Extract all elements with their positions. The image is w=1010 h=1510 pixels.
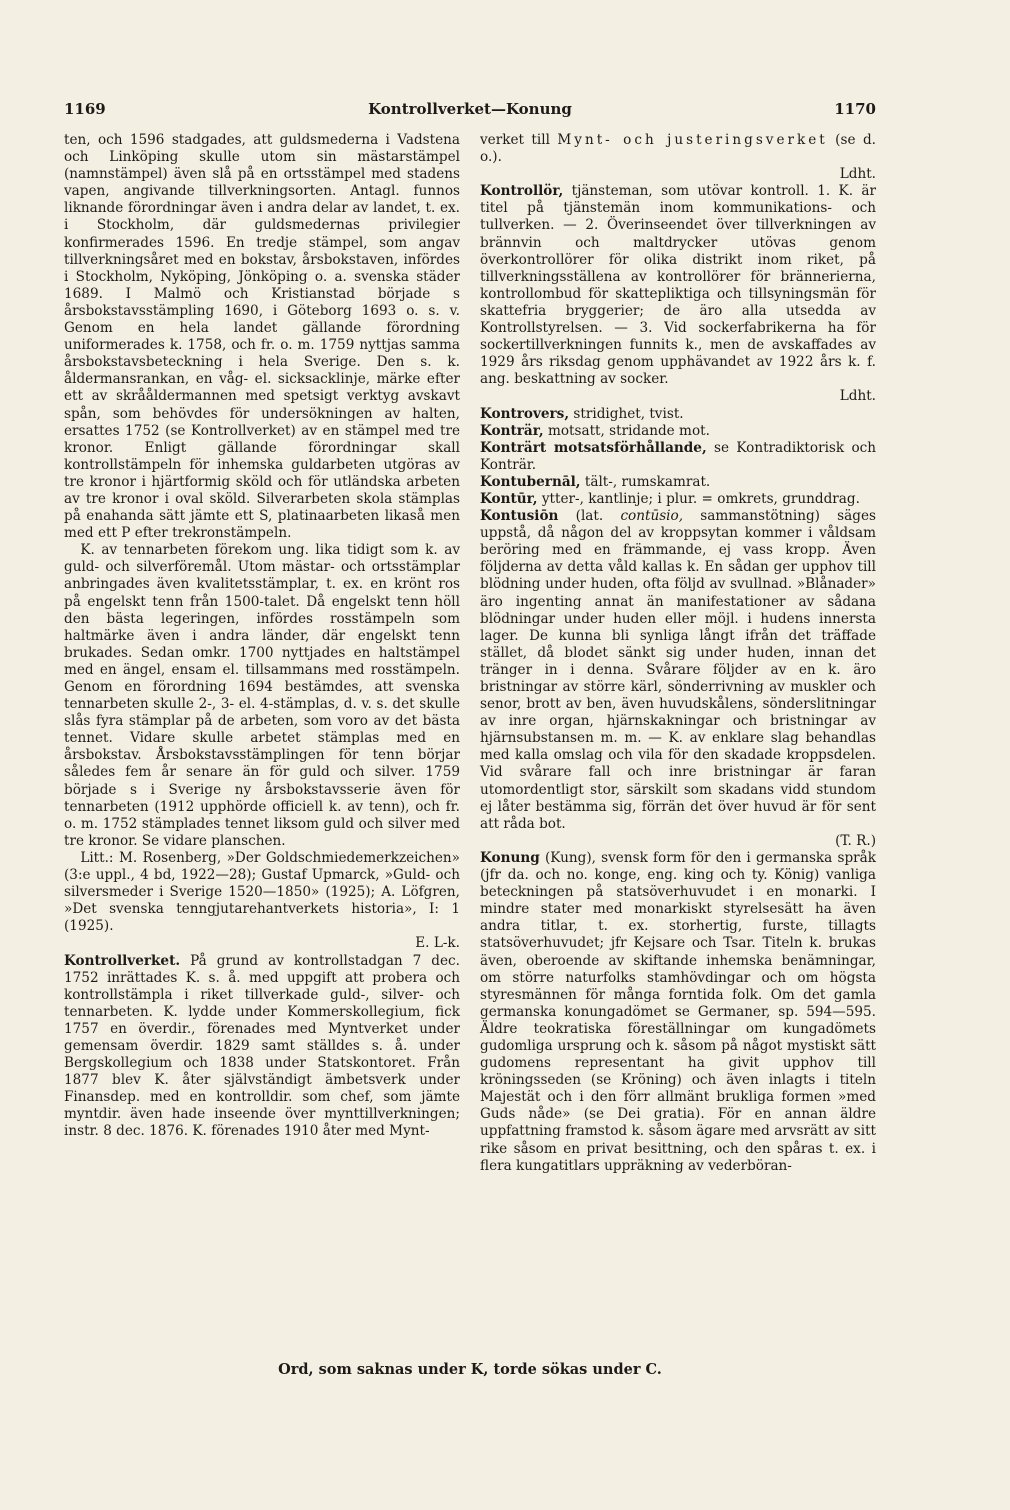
headword-kontrovers: Kontrovers, — [480, 405, 570, 422]
headword-konung: Konung — [480, 849, 540, 866]
kontusion-signature: (T. R.) — [835, 832, 876, 849]
entry-kontrollor — [480, 183, 876, 405]
literature-text: Litt.: M. Rosenberg, »Der Goldschmiedemerkzeichen» (3:e uppl., 4 bd, 1922—28); Gustaf Upmarck, »Guld- och silversmeder i Sverige 1520—1850» (1925); A. Löfgren, »Det svenska tenngjutarehantverkets historia», I: 1 (1925). — [64, 849, 460, 935]
headword-kontrart: Konträrt motsatsförhållande, — [480, 439, 707, 456]
entry-kontrovers — [480, 406, 876, 423]
entry-text-kontur: ytter-, kantlinje; i plur. = omkrets, grunddrag. — [541, 490, 860, 507]
literature-signature: E. L-k. — [415, 935, 460, 952]
continuation-text-c: (se d. o.). — [480, 132, 876, 166]
entry-text-kontubernal: tält-, rumskamrat. — [584, 473, 711, 490]
entry-kontubernal — [480, 474, 876, 491]
headword-kontur: Kontūr, — [480, 490, 538, 507]
entry-konung — [480, 850, 876, 1175]
headword-kontubernal: Kontubernāl, — [480, 473, 581, 490]
entry-text-konung: (Kung), svensk form för den i germanska språk (jfr da. och no. konge, eng. king och ty. König) vanliga beteckningen på statsöverhuvudet i en monarki. I mindre stater med monarkiskt styrelsesätt ha även andra titlar, t. ex. storhertig, furste, tillagts statsöverhuvudet; jfr Kejsare och Tsar. Titeln k. brukas även, oberoende av skiftande inhemska benämningar, om större naturfolks stamhövdingar och om högsta styresmännen för många forntida folk. Om det gamla germanska konungadömet se Germaner, sp. 594—595. Äldre teokratiska föreställningar om kungadömets gudomliga ursprung och k. såsom på något mystiskt sätt gudomens representant ha givit upphov till kröningsseden (se Kröning) och även inlagts i titeln Majestät och i den förr allmänt brukliga formen »med Guds nåde» (se Dei gratia). För en annan äldre uppfattning framstod k. såsom ägare med arvsrätt av sitt rike såsom en privat besittning, och den spåras t. ex. i flera kungatitlars uppräkning av vederböran- — [480, 849, 876, 1174]
headword-kontrar: Konträr, — [480, 422, 544, 439]
headword-kontrollverket: Kontrollverket. — [64, 952, 181, 969]
continuation-signature: Ldht. — [839, 166, 876, 183]
page-header — [64, 100, 876, 124]
kontusion-latin: contūsio, — [620, 508, 684, 525]
page-number-left: 1169 — [64, 100, 106, 118]
entry-continuation — [480, 132, 876, 183]
paragraph-literature — [64, 850, 460, 953]
entry-text-kontrollverket: På grund av kontrollstadgan 7 dec. 1752 inrättades K. s. å. med uppgift att probera och kontrollstämpla i riket tillverkade guld-, silver- och tennarbeten. K. lydde under Kommerskollegium, fick 1757 en överdir., förenades med Myntverket under gemensam överdir. 1829 samt ställdes s. å. under Bergskollegium och 1838 under Statskontoret. Från 1877 blev K. åter självständigt ämbetsverk under Finansdep. med en kontrolldir. som chef, som jämte myntdir. även hade inseende över mynttillverkningen; instr. 8 dec. 1876. K. förenades 1910 åter med Mynt- — [64, 952, 460, 1140]
entry-text-kontrart: se Kontradiktorisk och Konträr. — [480, 439, 877, 473]
kontusion-text-b: sammanstötning) säges uppstå, då någon del av kroppsytan kommer i våldsam beröring med en främmande, ej vass kropp. Även följderna av detta våld kallas k. En sådan ger upphov till blödning under huden, ofta följd av svullnad. »Blånader» äro ingenting annat än manifestationer av sådana blödningar under huden eller möjl. i hudens innersta lager. De kunna bli synliga långt ifrån det träffade stället, då blodet sänkt sig under huden, innan det tränger in i denna. Svårare följder av en k. äro bristningar av större kärl, sönderrivning av muskler och senor, brott av ben, även huvudskålens, sönderslitningar av inre organ, hjärnskakningar och bristningar av hjärnsubstansen m. m. — K. av enklare slag behandlas med kalla omslag och vila för den skadade kroppsdelen. Vid svårare fall och inre bristningar är faran utomordentligt stor, särskilt som skadans vidd stundom ej låter bestämma sig, förrän det över huvud är för sent att råda bot. — [480, 508, 876, 832]
page-number-right: 1170 — [834, 100, 876, 118]
entry-kontur — [480, 491, 876, 508]
headword-kontrollor: Kontrollör, — [480, 183, 564, 200]
entry-kontrart — [480, 440, 876, 474]
entry-kontrollverket — [64, 953, 460, 1141]
headword-kontusion: Kontusiōn — [480, 508, 559, 525]
page-footer-note: Ord, som saknas under K, torde sökas under C. — [278, 1361, 662, 1378]
entry-kontusion — [480, 508, 876, 850]
paragraph-tin-stamping: K. av tennarbeten förekom ung. lika tidigt som k. av guld- och silverföremål. Utom mästar- och ortsstämplar anbringades även kvalitetsstämplar, t. ex. en krönt ros på engelskt tenn från 1500-talet. Då engelskt tenn höll den bästa legeringen, infördes rosstämpeln som haltmärke även i andra länder, där engelskt tenn brukades. Sedan omkr. 1700 nyttjades en haltstämpel med en ängel, ensam el. tillsammans med rosstämpeln. Genom en förordning 1694 bestämdes, att svenska tennarbeten skulle 2-, 3- el. 4-stämplas, d. v. s. det skulle slås fyra stämplar på de arbeten, som voro av det bästa tennet. Vidare skulle arbetet stämplas med en årsbokstav. Årsbokstavsstämplingen för tenn börjar således fem år senare än för guld och silver. 1759 började s i Sverige ny årsbokstavsserie även för tennarbeten (1912 upphörde officiell k. av tenn), och fr. o. m. 1752 stämplades tennet liksom guld och silver med tre kronor. Se vidare planschen. — [64, 542, 460, 849]
entry-text-kontrar: motsatt, stridande mot. — [547, 422, 710, 439]
kontusion-text-a: (lat. — [575, 508, 621, 525]
entry-text-kontrovers: stridighet, tvist. — [573, 405, 684, 422]
continuation-text-a: verket till — [480, 132, 558, 148]
running-title: Kontrollverket—Konung — [368, 100, 572, 118]
entry-kontrar — [480, 423, 876, 440]
kontrollor-signature: Ldht. — [839, 388, 876, 405]
column-1170 — [480, 132, 876, 1175]
column-1169 — [64, 132, 460, 1141]
continuation-crossref: Mynt- och justeringsverket — [557, 132, 828, 148]
entry-text-kontrollor: tjänsteman, som utövar kontroll. 1. K. är titel på tjänstemän inom kommunikations- och tullverken. — 2. Överinseendet över tillverkningen av brännvin och maltdrycker utövas genom överkontrollörer för olika distrikt inom riket, på tillverkningsställena av kontrollörer för brännerierna, kontrollombud för skattepliktiga och tillsyningsmän för skattefria bryggerier; de äro alla utsedda av Kontrollstyrelsen. — 3. Vid sockerfabrikerna ha för sockertillverkningen funnits k., men de avskaffades av 1929 års riksdag genom upphävandet av 1922 års k. f. ang. beskattning av socker. — [480, 183, 876, 388]
paragraph-stamping-history: ten, och 1596 stadgades, att guldsmederna i Vadstena och Linköping skulle utom sin mästarstämpel (namnstämpel) även slå på en ortsstämpel med stadens vapen, angivande tillverkningsorten. Antagl. funnos liknande förordningar även i andra delar av landet, t. ex. i Stockholm, där guldsmedernas privilegier konfirmerades 1596. En tredje stämpel, som angav tillverkningsåret med en bokstav, årsbokstaven, infördes i Stockholm, Nyköping, Jönköping o. a. svenska städer 1689. I Malmö och Kristianstad började s årsbokstavsstämpling 1690, i Göteborg 1693 o. s. v. Genom en hela landet gällande förordning uniformerades k. 1758, och fr. o. m. 1759 nyttjas samma årsbokstavsbeteckning i hela Sverige. Den s. k. åldermansrankan, en våg- el. sicksacklinje, märke efter ett av skrååldermannen med spetsigt verktyg avskavt spån, som behövdes för undersökningen av halten, ersattes 1752 (se Kontrollverket) av en stämpel med tre kronor. Enligt gällande förordningar skall kontrollstämpeln för inhemska guldarbeten utgöras av tre kronor i hjärtformig sköld och för utländska arbeten av tre kronor i oval sköld. Silverarbeten skola stämplas på enahanda sätt jämte ett S, platinaarbeten likaså men med ett P efter trekronstämpeln. — [64, 132, 460, 542]
